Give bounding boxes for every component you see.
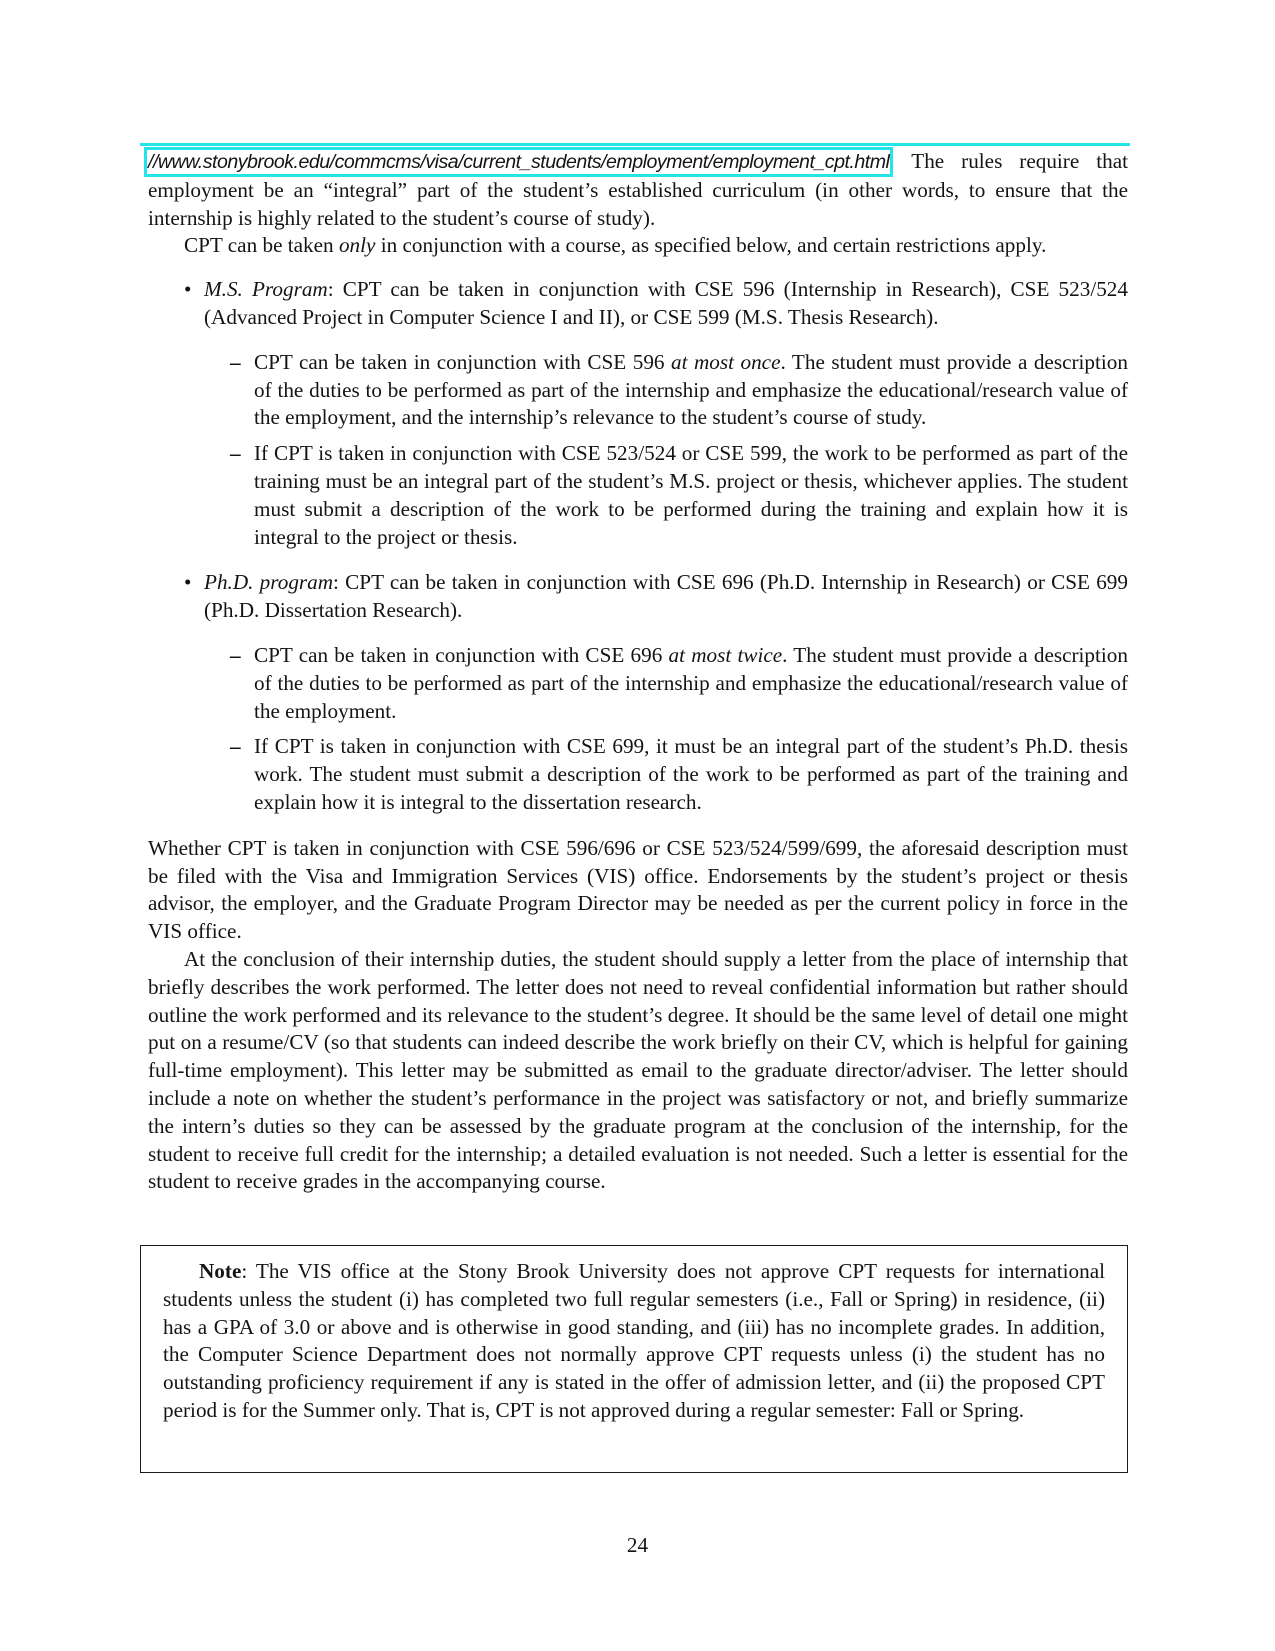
- sub-text-before: CPT can be taken in conjunction with CSE 696: [254, 642, 669, 667]
- intro-text: . The rules require that employment be an “integral” part of the student’s established curriculum (in other words, to ensure that the internship is highly related to the student’s course of study).: [148, 149, 1128, 230]
- ms-sub-list: [204, 349, 1128, 552]
- sub-text: If CPT is taken in conjunction with CSE 699, it must be an integral part of the student’s Ph.D. thesis work. The student must submit a description of the work to be performed as part of the training and explain how it is integral to the dissertation research.: [254, 734, 1128, 814]
- intro-paragraph: [148, 148, 1128, 232]
- note-box: [140, 1245, 1128, 1473]
- sub-emphasis: at most once: [671, 349, 781, 374]
- conclusion-paragraph: At the conclusion of their internship duties, the student should supply a letter from the place of internship that briefly describes the work performed. The letter does not need to reveal confidential information but rather should outline the work performed and its relevance to the student’s degree. It should be the same level of detail one might put on a resume/CV (so that students can indeed describe the work briefly on their CV, which is helpful for gaining full-time employment). This letter may be submitted as email to the graduate director/adviser. The letter should include a note on whether the student’s performance in the project was satisfactory or not, and briefly summarize the intern’s duties so they can be assessed by the graduate program at the conclusion of the internship, for the student to receive full credit for the internship; a detailed evaluation is not needed. Such a letter is essential for the student to receive grades in the accompanying course.: [148, 946, 1128, 1194]
- sub-text-after: . The student must provide a description of the duties to be performed as part of the internship and emphasize the educational/research value of the employment.: [254, 642, 1128, 723]
- link-border-continuation: [140, 143, 1130, 146]
- sub-text-after: . The student must provide a description of the duties to be performed as part of the internship and emphasize the educational/research value of the employment, and the internship’s relevance to the student’s course of study.: [254, 349, 1128, 430]
- dash-icon: –: [230, 642, 241, 667]
- phd-sub-list: [204, 642, 1128, 817]
- program-list: [148, 276, 1128, 817]
- bullet-icon: •: [184, 570, 192, 595]
- cpt-info-link[interactable]: //www.stonybrook.edu/commcms/visa/current_students/employment/employment_cpt.html: [148, 151, 890, 173]
- note-text: : The VIS office at the Stony Brook University does not approve CPT requests for international students unless the student (i) has completed two full regular semesters (i.e., Fall or Spring) in residence, (ii) has a GPA of 3.0 or above and is otherwise in good standing, and (iii) has no incomplete grades. In addition, the Computer Science Department does not normally approve CPT requests unless (i) the student has no outstanding proficiency requirement if any is stated in the offer of admission letter, and (ii) the proposed CPT period is for the Summer only. That is, CPT is not approved during a regular semester: Fall or Spring.: [163, 1259, 1105, 1422]
- program-label: Ph.D. program: [204, 570, 334, 595]
- bullet-icon: •: [184, 277, 192, 302]
- document-page: [148, 148, 1128, 1196]
- sub-item: [204, 733, 1128, 816]
- sub-item: [204, 642, 1128, 725]
- note-label: Note: [199, 1259, 242, 1283]
- dash-icon: –: [230, 441, 241, 466]
- cpt-text-before: CPT can be taken: [184, 233, 339, 258]
- sub-emphasis: at most twice: [668, 642, 783, 667]
- dash-icon: –: [230, 349, 241, 374]
- sub-text: If CPT is taken in conjunction with CSE 523/524 or CSE 599, the work to be performed as part of the training must be an integral part of the student’s M.S. project or thesis, whichever applies. The student must submit a description of the work to be performed during the training and explain how it is integral to the project or thesis.: [254, 441, 1128, 549]
- dash-icon: –: [230, 734, 241, 759]
- cpt-text-after: in conjunction with a course, as specified below, and certain restrictions apply.: [375, 233, 1047, 258]
- program-item-ms: [148, 276, 1128, 551]
- note-paragraph: [163, 1258, 1105, 1425]
- cpt-emphasis: only: [338, 233, 376, 258]
- page-number: 24: [626, 1533, 649, 1557]
- program-text: : CPT can be taken in conjunction with CSE 696 (Ph.D. Internship in Research) or CSE 699 (Ph.D. Dissertation Research).: [204, 570, 1128, 623]
- program-item-phd: [148, 569, 1128, 816]
- cpt-paragraph: [148, 232, 1128, 260]
- filing-paragraph: Whether CPT is taken in conjunction with CSE 596/696 or CSE 523/524/599/699, the aforesaid description must be filed with the Visa and Immigration Services (VIS) office. Endorsements by the student’s project or thesis advisor, the employer, and the Graduate Program Director may be needed as per the current policy in force in the VIS office.: [148, 835, 1128, 944]
- program-text: : CPT can be taken in conjunction with CSE 596 (Internship in Research), CSE 523/524 (Advanced Project in Computer Science I and II), or CSE 599 (M.S. Thesis Research).: [204, 277, 1128, 329]
- sub-item: [204, 349, 1128, 432]
- sub-text-before: CPT can be taken in conjunction with CSE 596: [254, 349, 671, 374]
- program-label: M.S. Program: [204, 277, 328, 302]
- sub-item: [204, 440, 1128, 551]
